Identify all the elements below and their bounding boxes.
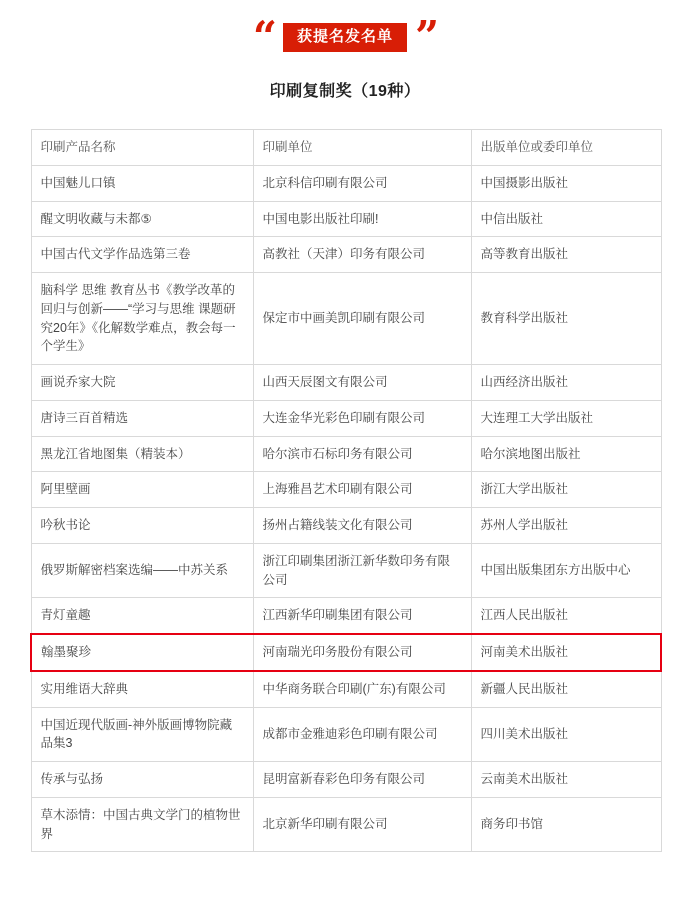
table-row — [31, 165, 661, 201]
cell-product: 中国古代文学作品选第三卷 — [31, 237, 253, 273]
cell-printer: 河南瑞光印务股份有限公司 — [253, 634, 471, 671]
cell-product: 黑龙江省地图集（精装本） — [31, 436, 253, 472]
cell-printer: 昆明富新春彩色印务有限公司 — [253, 762, 471, 798]
cell-publisher: 中国摄影出版社 — [471, 165, 661, 201]
cell-product: 阿里壁画 — [31, 472, 253, 508]
cell-publisher: 新疆人民出版社 — [471, 671, 661, 707]
cell-publisher: 云南美术出版社 — [471, 762, 661, 798]
cell-product: 唐诗三百首精选 — [31, 400, 253, 436]
cell-product: 俄罗斯解密档案选编——中苏关系 — [31, 543, 253, 598]
table-row — [31, 237, 661, 273]
cell-publisher: 中国出版集团东方出版中心 — [471, 543, 661, 598]
table-row — [31, 707, 661, 762]
nomination-badge: 获提名发名单 — [283, 23, 407, 52]
column-header-product: 印刷产品名称 — [31, 130, 253, 166]
quote-open-icon: “ — [252, 12, 275, 61]
cell-product: 吟秋书论 — [31, 508, 253, 544]
cell-printer: 成都市金雅迪彩色印刷有限公司 — [253, 707, 471, 762]
cell-product: 中国魅儿口镇 — [31, 165, 253, 201]
award-table-wrapper — [30, 129, 660, 852]
table-row — [31, 400, 661, 436]
column-header-printer: 印刷单位 — [253, 130, 471, 166]
award-table — [30, 129, 662, 852]
cell-publisher: 浙江大学出版社 — [471, 472, 661, 508]
cell-printer: 北京新华印刷有限公司 — [253, 797, 471, 852]
cell-printer: 哈尔滨市石标印务有限公司 — [253, 436, 471, 472]
table-row — [31, 436, 661, 472]
cell-product: 翰墨聚珍 — [31, 634, 253, 671]
cell-product: 青灯童趣 — [31, 598, 253, 634]
table-row — [31, 598, 661, 634]
cell-product: 醒文明收藏与未都⑤ — [31, 201, 253, 237]
table-row — [31, 201, 661, 237]
table-row — [31, 762, 661, 798]
cell-publisher: 中信出版社 — [471, 201, 661, 237]
cell-publisher: 山西经济出版社 — [471, 365, 661, 401]
cell-publisher: 哈尔滨地图出版社 — [471, 436, 661, 472]
cell-publisher: 苏州人学出版社 — [471, 508, 661, 544]
cell-publisher: 大连理工大学出版社 — [471, 400, 661, 436]
table-row — [31, 508, 661, 544]
table-row — [31, 273, 661, 365]
table-row — [31, 365, 661, 401]
cell-printer: 扬州占籍线装文化有限公司 — [253, 508, 471, 544]
cell-product: 传承与弘扬 — [31, 762, 253, 798]
cell-printer: 大连金华光彩色印刷有限公司 — [253, 400, 471, 436]
table-header-row — [31, 130, 661, 166]
cell-publisher: 教育科学出版社 — [471, 273, 661, 365]
award-table-body — [31, 130, 661, 852]
cell-printer: 上海雅昌艺术印刷有限公司 — [253, 472, 471, 508]
cell-publisher: 河南美术出版社 — [471, 634, 661, 671]
cell-printer: 中华商务联合印刷(广东)有限公司 — [253, 671, 471, 707]
table-row — [31, 797, 661, 852]
table-row-highlighted — [31, 634, 661, 671]
cell-product: 草木添情：中国古典文学门的植物世界 — [31, 797, 253, 852]
cell-printer: 江西新华印刷集团有限公司 — [253, 598, 471, 634]
cell-product: 中国近现代版画-神外版画博物院藏品集3 — [31, 707, 253, 762]
cell-printer: 北京科信印刷有限公司 — [253, 165, 471, 201]
quote-close-icon: ” — [415, 12, 438, 61]
cell-publisher: 江西人民出版社 — [471, 598, 661, 634]
table-row — [31, 671, 661, 707]
cell-publisher: 四川美术出版社 — [471, 707, 661, 762]
page-title: 印刷复制奖（19种） — [269, 83, 421, 100]
cell-printer: 中国电影出版社印刷! — [253, 201, 471, 237]
cell-printer: 浙江印刷集团浙江新华数印务有限公司 — [253, 543, 471, 598]
cell-publisher: 高等教育出版社 — [471, 237, 661, 273]
table-row — [31, 472, 661, 508]
cell-publisher: 商务印书馆 — [471, 797, 661, 852]
cell-product: 脑科学 思维 教育丛书《教学改革的回归与创新——“学习与思维 课题研究20年》《化解数学难点，教会每一个学生》 — [31, 273, 253, 365]
cell-product: 实用维语大辞典 — [31, 671, 253, 707]
cell-printer: 山西天辰图文有限公司 — [253, 365, 471, 401]
header-badge-row — [0, 0, 690, 61]
table-row — [31, 543, 661, 598]
cell-product: 画说乔家大院 — [31, 365, 253, 401]
column-header-publisher: 出版单位或委印单位 — [471, 130, 661, 166]
cell-printer: 高教社（天津）印务有限公司 — [253, 237, 471, 273]
cell-printer: 保定市中画美凯印刷有限公司 — [253, 273, 471, 365]
